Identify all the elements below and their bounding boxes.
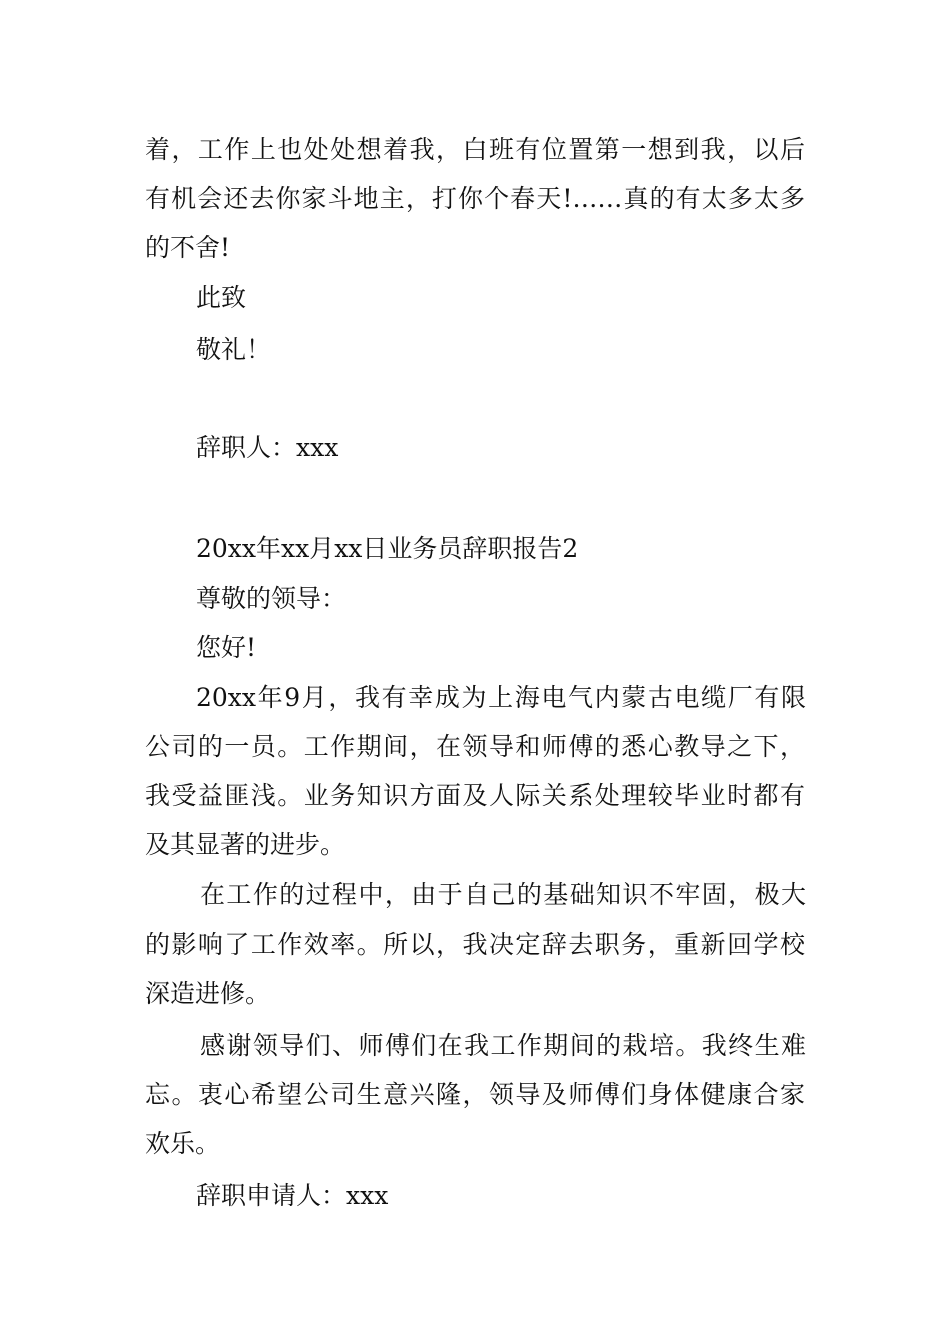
paragraph-3-line-3: 欢乐。	[145, 1129, 221, 1158]
paragraph-1-line-4: 及其显著的进步。	[145, 830, 346, 859]
paragraph-2-line-2: 的影响了工作效率。所以，我决定辞去职务，重新回学校	[145, 930, 805, 959]
closing-salutation: 此致	[196, 283, 247, 312]
continuation-line-2: 有机会还去你家斗地主，打你个春天!……真的有太多太多	[145, 184, 805, 213]
report-greeting: 尊敬的领导：	[196, 584, 347, 613]
report-title: 20xx年xx月xx日业务员辞职报告2	[196, 534, 579, 563]
report-hello: 您好!	[196, 633, 257, 662]
continuation-line-3: 的不舍!	[145, 233, 231, 262]
resigner-signature: 辞职人：xxx	[196, 433, 339, 462]
paragraph-2-line-3: 深造进修。	[145, 979, 271, 1008]
continuation-line-1: 着，工作上也处处想着我，白班有位置第一想到我，以后	[145, 135, 805, 164]
closing-respect: 敬礼！	[196, 335, 272, 364]
paragraph-1-line-1: 20xx年9月，我有幸成为上海电气内蒙古电缆厂有限	[196, 683, 806, 712]
paragraph-3-line-1: 感谢领导们、师傅们在我工作期间的栽培。我终生难	[200, 1031, 806, 1060]
paragraph-1-line-2: 公司的一员。工作期间，在领导和师傅的悉心教导之下，	[145, 732, 805, 761]
applicant-signature: 辞职申请人：xxx	[196, 1181, 389, 1210]
paragraph-3-line-2: 忘。衷心希望公司生意兴隆，领导及师傅们身体健康合家	[145, 1080, 805, 1109]
paragraph-2-line-1: 在工作的过程中，由于自己的基础知识不牢固，极大	[200, 880, 806, 909]
paragraph-1-line-3: 我受益匪浅。业务知识方面及人际关系处理较毕业时都有	[145, 781, 805, 810]
